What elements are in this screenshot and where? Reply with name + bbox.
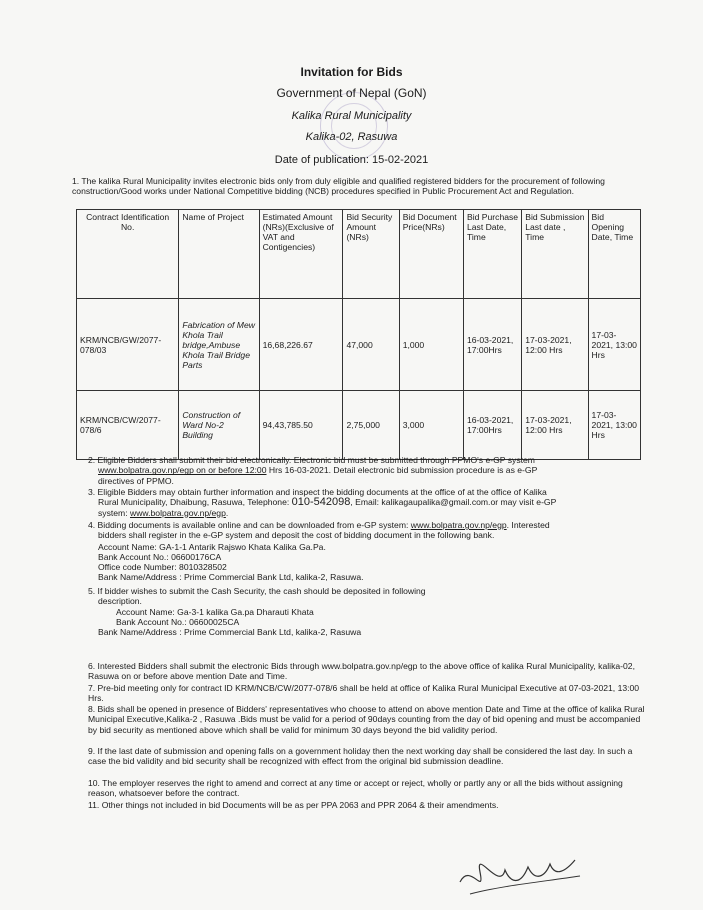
col-document-price: Bid Document Price(NRs) (399, 210, 463, 299)
col-purchase-date: Bid Purchase Last Date, Time (463, 210, 521, 299)
item-11: 11. Other things not included in bid Documents will be as per PPA 2063 and PPR 2064 & their amendments. (88, 800, 499, 810)
item-9: 9. If the last date of submission and opening falls on a government holiday then the next working day shall be considered the last day. In such a case the bid validity and bid security shall be recognized with effect from the original bid submission deadline. (88, 746, 633, 767)
official-seal-stamp (320, 92, 388, 160)
cell-opening: 17-03-2021, 13:00 Hrs (588, 391, 640, 460)
table-row (77, 299, 641, 391)
col-estimated-amount: Estimated Amount (NRs)(Exclusive of VAT and Contigencies) (259, 210, 343, 299)
egp-link[interactable]: www.bolpatra.gov.np/egp (410, 520, 507, 530)
cell-project: Construction of Ward No-2 Building (179, 391, 259, 460)
table-row (77, 391, 641, 460)
col-bid-security: Bid Security Amount (NRs) (343, 210, 399, 299)
handwritten-signature (450, 852, 590, 902)
item-4: 4. Bidding documents is available online and can be downloaded from e-GP system: www.bolpatra.gov.np/egp. Interested bidders shall register in the e-GP system and deposit the cost of bidding document in the following bank. Account Name: GA-1-1 Antarik Rajswo Khata Kalika Ga.Pa. Bank Account No.: 06600176CA Office code Number: 8010328502 Bank Name/Address : Prime Commercial Bank Ltd, kalika-2, Rasuwa. (88, 520, 550, 583)
cell-submission: 17-03-2021, 12:00 Hrs (522, 391, 588, 460)
col-project: Name of Project (179, 210, 259, 299)
item-8: 8. Bids shall be opened in presence of Bidders' representatives who choose to attend on above mention Date and Time at the office of kalika Rural Municipal Executive,Kalika-2 , Rasuwa .Bids must be valid for a period of 90days counting from the day of bid opening and must be accompanied by bid security as mentioned above which shall be valid for minimum 30 days beyond the bid validity period. (88, 704, 645, 735)
egp-link[interactable]: www.bolpatra.gov.np/egp (130, 507, 226, 518)
cell-contract-id: KRM/NCB/CW/2077-078/6 (77, 391, 179, 460)
ward-line: Kalika-02, Rasuwa (305, 131, 398, 143)
egp-link[interactable]: www.bolpatra.gov.np/egp on or before 12:00 (98, 465, 267, 476)
cell-submission: 17-03-2021, 12:00 Hrs (522, 299, 588, 391)
cell-price: 3,000 (399, 391, 463, 460)
item-6: 6. Interested Bidders shall submit the electronic Bids through www.bolpatra.gov.np/egp to the above office of kalika Rural Municipality, kalika-02, Rasuwa on or before above mention Date and Time. (88, 661, 635, 682)
item-10: 10. The employer reserves the right to amend and correct at any time or accept or reject, wholly or partly any or all the bids without assigning reason, whatsoever before the contract. (88, 778, 623, 799)
cell-security: 47,000 (343, 299, 399, 391)
cell-amount: 94,43,785.50 (259, 391, 343, 460)
municipality-line: Kalika Rural Municipality (291, 110, 412, 122)
document-title: Invitation for Bids (300, 65, 403, 79)
cell-price: 1,000 (399, 299, 463, 391)
col-contract-id: Contract Identification No. (77, 210, 179, 299)
item-1: 1. The kalika Rural Municipality invites electronic bids only from duly eligible and qualified registered bidders for the procurement of following construction/Good works under National Competitive bidding (NCB) procedures specified in Public Procurement Act and Regulation. (72, 176, 605, 196)
cell-amount: 16,68,226.67 (259, 299, 343, 391)
telephone-number: 010-542098 (291, 496, 351, 509)
cell-project: Fabrication of Mew Khola Trail bridge,Ambuse Khola Trail Bridge Parts (179, 299, 259, 391)
cell-purchase: 16-03-2021, 17:00Hrs (463, 299, 521, 391)
publication-date: Date of publication: 15-02-2021 (274, 154, 429, 166)
cell-purchase: 16-03-2021, 17:00Hrs (463, 391, 521, 460)
item-5: 5. If bidder wishes to submit the Cash Security, the cash should be deposited in following description. Account Name: Ga-3-1 kalika Ga.pa Dharauti Khata Bank Account No.: 06600025CA Bank Name/Address : Prime Commercial Bank Ltd, kalika-2, Rasuwa (88, 586, 426, 638)
table-header-row (77, 210, 641, 299)
government-line: Government of Nepal (GoN) (276, 86, 427, 100)
cell-contract-id: KRM/NCB/GW/2077-078/03 (77, 299, 179, 391)
bids-table (76, 209, 641, 460)
cell-opening: 17-03-2021, 13:00 Hrs (588, 299, 640, 391)
cell-security: 2,75,000 (343, 391, 399, 460)
item-7: 7. Pre-bid meeting only for contract ID KRM/NCB/CW/2077-078/6 shall be held at office of Kalika Rural Municipal Executive at 07-03-2021, 13:00 Hrs. (88, 683, 640, 704)
item-2: 2. Eligible Bidders shall submit their bid electronically. Electronic bid must be submitted through PPMO's e-GP system www.bolpatra.gov.np/egp on or before 12:00 Hrs 16-03-2021. Detail electronic bid submission procedure is as e-GP directives of PPMO. (88, 455, 538, 486)
col-submission-date: Bid Submission Last date , Time (522, 210, 588, 299)
col-opening-date: Bid Opening Date, Time (588, 210, 640, 299)
item-3: 3. Eligible Bidders may obtain further information and inspect the bidding documents at the office of at the office of Kalika Rural Municipality, Dhaibung, Rasuwa, Telephone: 010-542098, Email: kalikagaupalika@gmail.com.or may visit e-GP system: www.bolpatra.gov.np/egp. (88, 487, 557, 518)
